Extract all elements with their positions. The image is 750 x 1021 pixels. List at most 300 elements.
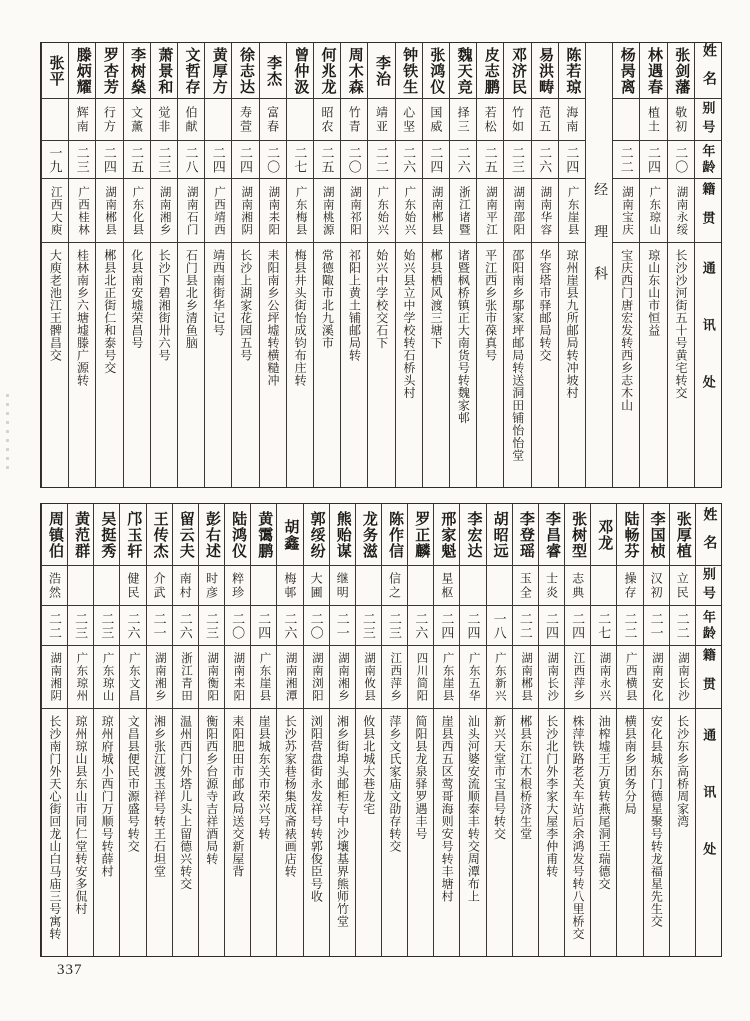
native-cell <box>199 646 224 709</box>
name-text: 周镇伯 <box>47 510 64 559</box>
native-cell <box>487 646 512 709</box>
alias-text: 大圃 <box>309 571 324 600</box>
person-column <box>486 504 512 956</box>
age-text: 二四 <box>564 145 580 174</box>
name-cell <box>450 43 476 99</box>
address-text: 油榨墟王万寅转燕尾洞王瑞德交 <box>597 715 612 890</box>
address-cell <box>513 709 538 956</box>
native-text: 广东崖县 <box>566 185 579 236</box>
native-cell <box>147 646 172 709</box>
alias-text: 时彦 <box>204 571 219 600</box>
native-text: 湖南邵阳 <box>512 185 525 236</box>
native-cell <box>356 646 381 709</box>
alias-text: 继明 <box>335 571 350 600</box>
address-cell <box>225 709 250 956</box>
native-text: 湖南攸县 <box>363 652 376 702</box>
native-cell <box>173 646 198 709</box>
age-cell <box>120 606 145 646</box>
native-cell <box>450 179 476 243</box>
native-cell <box>251 646 276 709</box>
name-text: 张鸿仪 <box>428 46 445 95</box>
age-cell <box>513 606 538 646</box>
name-cell <box>251 504 276 566</box>
name-text: 李登瑶 <box>517 510 534 559</box>
age-cell <box>644 606 669 646</box>
age-text: 一九 <box>47 145 63 174</box>
name-cell <box>42 43 68 99</box>
alias-cell <box>617 566 642 606</box>
native-cell <box>644 646 669 709</box>
address-text: 温州西门外塔儿头上留德兴转交 <box>178 715 193 890</box>
alias-cell <box>341 99 367 141</box>
age-text: 二五 <box>319 145 335 174</box>
name-cell <box>513 504 538 566</box>
native-text: 广西桂林 <box>76 185 89 236</box>
alias-cell <box>559 99 585 141</box>
native-text: 广东新兴 <box>493 652 506 702</box>
native-text: 湖南衡阳 <box>206 652 219 702</box>
address-cell <box>120 709 145 956</box>
native-text: 湖南长沙 <box>677 652 690 702</box>
person-column <box>449 43 476 487</box>
address-text: 靖西南街华记号 <box>211 249 226 337</box>
alias-text: 浩然 <box>47 571 62 600</box>
address-cell <box>640 243 666 487</box>
name-text: 张平 <box>47 54 64 87</box>
name-text: 吴挺秀 <box>99 510 116 559</box>
native-text: 湖南永绥 <box>675 185 688 236</box>
person-column <box>177 43 204 487</box>
person-column <box>616 504 642 956</box>
alias-cell <box>94 566 119 606</box>
age-text: 二四 <box>439 611 455 640</box>
name-cell <box>277 504 302 566</box>
alias-cell <box>173 566 198 606</box>
native-cell <box>96 179 122 243</box>
native-text: 江西萍乡 <box>572 652 585 702</box>
name-cell <box>504 43 530 99</box>
alias-text: 南村 <box>178 571 193 600</box>
native-cell <box>532 179 558 243</box>
address-cell <box>96 243 122 487</box>
address-text: 琼州崖县九所邮局转冲坡村 <box>565 249 580 399</box>
address-text: 长沙下碧湘街卅六号 <box>157 249 172 362</box>
name-text: 邓济民 <box>509 46 526 95</box>
name-text: 张厚植 <box>674 510 691 559</box>
name-text: 黄厚方 <box>210 46 227 95</box>
name-cell <box>640 43 666 99</box>
alias-cell <box>304 566 329 606</box>
header-native-cell <box>695 179 721 243</box>
alias-cell <box>640 99 666 141</box>
alias-text: 信之 <box>387 571 402 600</box>
address-cell <box>68 709 93 956</box>
alias-cell <box>487 566 512 606</box>
address-cell <box>205 243 231 487</box>
native-cell <box>42 646 67 709</box>
native-text: 湖南浏阳 <box>310 652 323 702</box>
address-cell <box>260 243 286 487</box>
alias-text: 士炎 <box>544 571 559 600</box>
native-cell <box>617 646 642 709</box>
name-cell <box>120 504 145 566</box>
name-text: 曾仲汲 <box>292 46 309 95</box>
alias-cell <box>539 566 564 606</box>
alias-text: 星枢 <box>439 571 454 600</box>
age-cell <box>487 606 512 646</box>
age-cell <box>640 141 666 179</box>
age-cell <box>477 141 503 179</box>
person-column <box>531 43 558 487</box>
name-cell <box>434 504 459 566</box>
address-text: 长沙东乡高桥周家湾 <box>675 715 690 828</box>
alias-text: 寿萱 <box>238 105 253 134</box>
age-cell <box>450 141 476 179</box>
age-text: 二三 <box>73 611 89 640</box>
name-text: 龙务滋 <box>360 510 377 559</box>
name-cell <box>314 43 340 99</box>
name-text: 李昌睿 <box>543 510 560 559</box>
alias-cell <box>199 566 224 606</box>
address-text: 始兴中学校交石下 <box>374 249 389 349</box>
person-column <box>41 504 67 956</box>
name-text: 邓龙 <box>596 518 613 551</box>
age-cell <box>173 606 198 646</box>
native-cell <box>314 179 340 243</box>
name-cell <box>477 43 503 99</box>
name-cell <box>173 504 198 566</box>
address-cell <box>644 709 669 956</box>
alias-cell <box>513 566 538 606</box>
address-text: 邵阳南乡鄢家坪邮局转送洞田铺怡怡堂 <box>510 249 525 462</box>
age-cell <box>617 606 642 646</box>
person-column <box>503 43 530 487</box>
age-text: 二〇 <box>265 145 281 174</box>
alias-cell <box>68 566 93 606</box>
native-text: 湖南湘阴 <box>240 185 253 236</box>
address-cell <box>341 243 367 487</box>
age-cell <box>69 141 95 179</box>
header-age-cell <box>695 141 721 179</box>
age-text: 二二 <box>47 611 63 640</box>
person-column <box>422 43 449 487</box>
address-text: 始兴县立中学校转石桥头村 <box>401 249 416 399</box>
section-cell <box>586 43 612 487</box>
name-cell <box>382 504 407 566</box>
native-text: 湖南郴县 <box>430 185 443 236</box>
person-column <box>172 504 198 956</box>
person-column <box>558 43 585 487</box>
person-column <box>639 43 666 487</box>
address-cell <box>314 243 340 487</box>
native-text: 广西靖西 <box>212 185 225 236</box>
age-text: 二三 <box>360 611 376 640</box>
address-text: 崖县西五区莺哥海则安号转丰塘村 <box>440 715 455 903</box>
native-text: 湖南湘阴 <box>49 652 62 702</box>
address-cell <box>173 709 198 956</box>
header-native-label: 籍贯 <box>700 181 716 240</box>
person-column <box>355 504 381 956</box>
native-cell <box>408 646 433 709</box>
address-cell <box>151 243 177 487</box>
native-cell <box>640 179 666 243</box>
name-text: 张树型 <box>570 510 587 559</box>
address-text: 安化县城东门德星聚号转龙福星先生交 <box>649 715 664 928</box>
alias-cell <box>504 99 530 141</box>
alias-cell <box>532 99 558 141</box>
person-column <box>119 504 145 956</box>
header-native-cell <box>696 646 721 709</box>
native-cell <box>68 646 93 709</box>
alias-cell <box>477 99 503 141</box>
alias-cell <box>644 566 669 606</box>
native-cell <box>178 179 204 243</box>
person-column <box>367 43 394 487</box>
address-text: 郴县栖风渡三塘下 <box>429 249 444 349</box>
alias-text: 竹如 <box>510 105 525 134</box>
address-text: 攸县北城大巷龙宅 <box>361 715 376 815</box>
native-cell <box>304 646 329 709</box>
alias-text: 海南 <box>564 105 579 134</box>
native-text: 广东始兴 <box>403 185 416 236</box>
name-cell <box>287 43 313 99</box>
age-cell <box>434 606 459 646</box>
native-cell <box>539 646 564 709</box>
person-column <box>381 504 407 956</box>
alias-cell <box>368 99 394 141</box>
person-column <box>669 504 695 956</box>
native-cell <box>124 179 150 243</box>
person-column <box>250 504 276 956</box>
address-text: 化县南安墟荣昌号 <box>129 249 144 349</box>
native-text: 湖南平江 <box>485 185 498 236</box>
person-column <box>612 43 639 487</box>
native-text: 湖南祁阳 <box>349 185 361 236</box>
age-text: 二六 <box>401 145 417 174</box>
age-cell <box>539 606 564 646</box>
age-cell <box>423 141 449 179</box>
name-text: 杨昺离 <box>618 46 635 95</box>
address-cell <box>232 243 258 487</box>
age-text: 二四 <box>645 145 661 174</box>
address-cell <box>559 243 585 487</box>
alias-text: 玉全 <box>518 571 533 600</box>
native-cell <box>423 179 449 243</box>
address-text: 长沙南门外天心街回龙山白马庙三号寓转 <box>47 715 62 940</box>
header-alias-label: 别号 <box>700 566 716 605</box>
address-text: 耒阳南乡公坪墟转横糙冲 <box>265 249 280 387</box>
native-text: 湖南郴县 <box>104 185 117 236</box>
directory-table-bottom <box>40 503 722 957</box>
address-cell <box>460 709 485 956</box>
directory-table-top <box>40 42 722 488</box>
name-cell <box>644 504 669 566</box>
address-text: 宝庆西门唐宏发转西乡志木山 <box>619 249 634 412</box>
age-text: 二二 <box>618 145 634 174</box>
name-cell <box>147 504 172 566</box>
address-text: 常德陬市北九溪市 <box>320 249 335 349</box>
alias-cell <box>69 99 95 141</box>
name-text: 钟铁生 <box>401 46 418 95</box>
name-text: 易洪畴 <box>537 46 554 95</box>
header-address-label: 通讯处 <box>700 260 716 432</box>
age-cell <box>287 141 313 179</box>
name-text: 张剑藩 <box>673 46 690 95</box>
name-text: 陈作信 <box>387 510 404 559</box>
alias-cell <box>408 566 433 606</box>
name-cell <box>408 504 433 566</box>
name-text: 何兆龙 <box>319 46 336 95</box>
address-cell <box>42 709 67 956</box>
name-cell <box>304 504 329 566</box>
native-cell <box>120 646 145 709</box>
person-column <box>395 43 422 487</box>
header-alias-cell <box>695 99 721 141</box>
name-cell <box>205 43 231 99</box>
alias-text: 觉非 <box>156 105 171 134</box>
person-column <box>150 43 177 487</box>
header-address-cell <box>696 709 721 956</box>
address-cell <box>330 709 355 956</box>
native-cell <box>260 179 286 243</box>
address-cell <box>617 709 642 956</box>
native-text: 广东琼山 <box>101 652 114 702</box>
address-text: 新兴天堂市宝昌号转交 <box>492 715 507 840</box>
name-cell <box>565 504 590 566</box>
native-text: 广东梅县 <box>294 185 307 236</box>
age-text: 二三 <box>156 145 172 174</box>
alias-text: 汉初 <box>649 571 664 600</box>
age-text: 二五 <box>482 145 498 174</box>
name-text: 邢家魁 <box>439 510 456 559</box>
header-name-cell <box>695 43 721 99</box>
age-cell <box>559 141 585 179</box>
person-column <box>95 43 122 487</box>
person-column <box>231 43 258 487</box>
address-text: 衡阳西乡台源寺吉祥酒局转 <box>204 715 219 865</box>
native-text: 广东文昌 <box>127 652 140 702</box>
address-cell <box>539 709 564 956</box>
name-text: 胡昭远 <box>491 510 508 559</box>
alias-text: 靖亚 <box>374 105 389 134</box>
age-cell <box>565 606 590 646</box>
address-text: 耒阳肥田市邮政局送交新屋背 <box>230 715 245 878</box>
alias-cell <box>668 99 694 141</box>
age-text: 二四 <box>256 611 272 640</box>
name-cell <box>423 43 449 99</box>
age-text: 二六 <box>125 611 141 640</box>
address-text: 株萍铁路老关车站后余鸿发号转八里桥交 <box>570 715 585 940</box>
alias-text: 择三 <box>456 105 471 134</box>
native-cell <box>368 179 394 243</box>
age-text: 二四 <box>465 611 481 640</box>
native-cell <box>396 179 422 243</box>
age-text: 二〇 <box>230 611 246 640</box>
native-cell <box>559 179 585 243</box>
alias-cell <box>670 566 695 606</box>
native-text: 湖南石门 <box>185 185 198 236</box>
alias-text: 敬初 <box>673 105 688 134</box>
address-cell <box>251 709 276 956</box>
address-text: 桂林南乡六塘墟滕广源转 <box>75 249 90 387</box>
name-cell <box>670 504 695 566</box>
alias-cell <box>396 99 422 141</box>
alias-cell <box>423 99 449 141</box>
alias-cell <box>205 99 231 141</box>
native-text: 湖南湘乡 <box>153 652 166 702</box>
name-text: 皮志鹏 <box>482 46 499 95</box>
age-text: 二六 <box>455 145 471 174</box>
name-cell <box>330 504 355 566</box>
address-text: 湘乡张江渡玉祥号转王石坦堂 <box>152 715 167 878</box>
age-text: 二四 <box>570 611 586 640</box>
age-text: 二三 <box>203 611 219 640</box>
section-divider-column <box>585 43 612 487</box>
name-cell <box>225 504 250 566</box>
native-text: 湖南安化 <box>650 652 663 702</box>
age-text: 二三 <box>387 611 403 640</box>
alias-text: 国威 <box>428 105 443 134</box>
name-text: 罗杏芳 <box>101 46 118 95</box>
address-text: 萍乡文氏家庙文劭存转交 <box>387 715 402 853</box>
address-text: 大庾老池江王髀昌交 <box>48 249 63 362</box>
address-cell <box>287 243 313 487</box>
native-text: 广东琼州 <box>75 652 88 702</box>
name-cell <box>94 504 119 566</box>
name-cell <box>151 43 177 99</box>
age-text: 二四 <box>237 145 253 174</box>
age-text: 二八 <box>183 145 199 174</box>
age-cell <box>199 606 224 646</box>
name-cell <box>559 43 585 99</box>
age-text: 二二 <box>517 611 533 640</box>
name-cell <box>96 43 122 99</box>
name-cell <box>42 504 67 566</box>
native-text: 广西横县 <box>624 652 637 702</box>
name-text: 留云夫 <box>177 510 194 559</box>
native-cell <box>69 179 95 243</box>
person-column <box>286 43 313 487</box>
name-cell <box>124 43 150 99</box>
name-text: 李国桢 <box>648 510 665 559</box>
native-cell <box>94 646 119 709</box>
name-text: 徐志达 <box>237 46 254 95</box>
age-cell <box>668 141 694 179</box>
age-text: 二四 <box>101 145 117 174</box>
header-age-label: 年龄 <box>700 143 716 176</box>
address-text: 汕头河婆安流顺泰丰转交周潭布上 <box>466 715 481 903</box>
person-column <box>259 43 286 487</box>
name-text: 萧景和 <box>156 46 173 95</box>
name-cell <box>178 43 204 99</box>
person-column <box>512 504 538 956</box>
age-text: 二一 <box>334 611 350 640</box>
address-text: 平江西乡张市葆真号 <box>483 249 498 362</box>
address-cell <box>304 709 329 956</box>
native-cell <box>434 646 459 709</box>
address-text: 文昌县便民市源盛号转交 <box>126 715 141 853</box>
address-cell <box>532 243 558 487</box>
person-column <box>224 504 250 956</box>
native-cell <box>287 179 313 243</box>
name-cell <box>617 504 642 566</box>
alias-cell <box>613 99 639 141</box>
address-text: 长沙沙河街五十号黄宅转交 <box>673 249 688 399</box>
name-text: 李杰 <box>265 54 282 87</box>
address-text: 梅县井头街怡成钧布庄转 <box>293 249 308 387</box>
native-text: 江西大庾 <box>49 185 62 236</box>
person-column <box>68 43 95 487</box>
